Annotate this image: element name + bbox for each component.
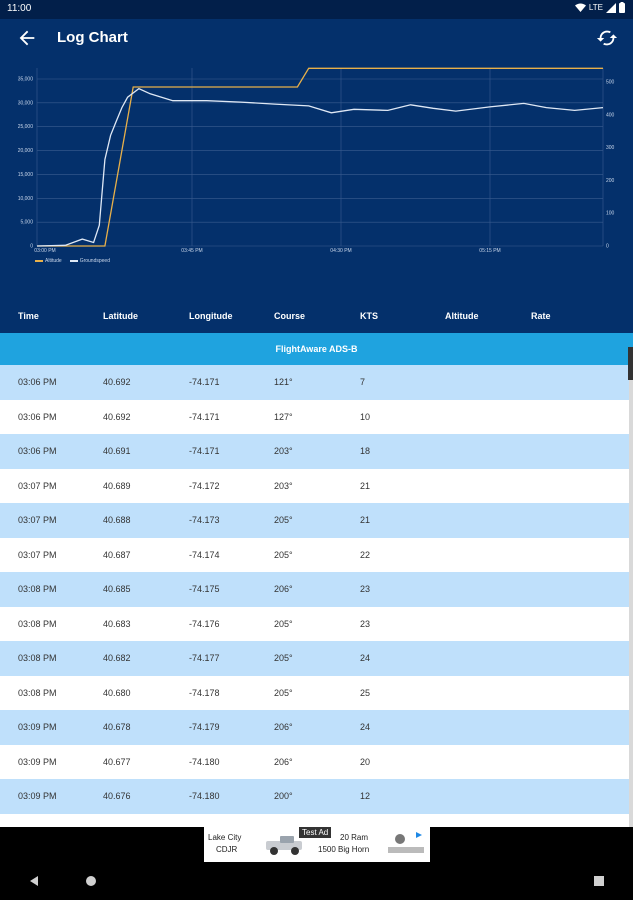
time-cell: 03:08 PM	[18, 687, 57, 698]
longitude-cell: -74.178	[189, 687, 220, 698]
ram-logo	[386, 831, 426, 857]
ad-dealer-line1: Lake City	[208, 833, 242, 842]
kts-cell: 21	[360, 480, 371, 491]
ad-offer-line1: 20 Ram	[340, 833, 369, 842]
kts-cell: 20	[360, 756, 371, 767]
table-row[interactable]	[0, 572, 633, 607]
y-right-tick-label: 0	[606, 243, 609, 250]
chart-legend	[35, 258, 110, 264]
table-row[interactable]	[0, 779, 633, 814]
latitude-cell: 40.692	[103, 411, 131, 422]
course-cell: 203°	[274, 480, 293, 491]
header-kts: KTS	[360, 311, 378, 321]
wifi-icon	[575, 3, 586, 13]
legend-swatch-altitude	[35, 260, 43, 262]
kts-cell: 24	[360, 653, 371, 663]
time-cell: 03:07 PM	[18, 515, 57, 525]
time-cell: 03:08 PM	[18, 653, 57, 663]
y-left-tick-label: 15,000	[17, 171, 33, 178]
header-rate: Rate	[531, 311, 551, 321]
y-left-tick-label: 10,000	[17, 195, 33, 202]
longitude-cell: -74.180	[189, 791, 220, 801]
table-row[interactable]	[0, 469, 633, 504]
time-cell: 03:07 PM	[18, 480, 57, 491]
scrollbar-thumb[interactable]	[628, 347, 633, 380]
status-icons	[575, 2, 625, 13]
course-cell: 206°	[274, 722, 293, 732]
header-course: Course	[274, 311, 306, 321]
longitude-cell: -74.180	[189, 756, 220, 767]
latitude-cell: 40.683	[103, 618, 131, 629]
longitude-cell: -74.175	[189, 584, 220, 594]
x-tick-label: 03:00 PM	[34, 248, 56, 254]
kts-cell: 22	[360, 549, 371, 560]
ad-offer-line2: 1500 Big Horn	[318, 845, 370, 854]
course-cell: 206°	[274, 756, 293, 767]
network-label: LTE	[588, 3, 603, 12]
y-left-tick-label: 20,000	[17, 148, 33, 155]
track-log-list[interactable]	[0, 365, 633, 827]
y-left-tick-label: 0	[30, 243, 33, 250]
nav-back-icon[interactable]	[28, 875, 40, 887]
system-nav-bar	[0, 863, 633, 900]
latitude-cell: 40.692	[103, 377, 131, 387]
table-row[interactable]	[0, 400, 633, 435]
longitude-cell: -74.176	[189, 618, 220, 629]
y-left-tick-label: 30,000	[17, 100, 33, 107]
y-right-tick-label: 100	[606, 210, 615, 217]
y-left-tick-label: 35,000	[17, 76, 33, 83]
time-cell: 03:08 PM	[18, 618, 57, 629]
y-right-tick-label: 200	[606, 177, 615, 184]
kts-cell: 25	[360, 687, 371, 698]
table-row[interactable]	[0, 676, 633, 711]
table-row[interactable]	[0, 607, 633, 642]
course-cell: 205°	[274, 653, 293, 663]
course-cell: 205°	[274, 618, 293, 629]
table-row[interactable]	[0, 434, 633, 469]
header-time: Time	[18, 311, 39, 321]
course-cell: 206°	[274, 584, 293, 594]
latitude-cell: 40.676	[103, 791, 131, 801]
status-time: 11:00	[7, 3, 32, 14]
table-row[interactable]	[0, 365, 633, 400]
time-cell: 03:06 PM	[18, 446, 57, 456]
longitude-cell: -74.172	[189, 480, 220, 491]
longitude-cell: -74.171	[189, 446, 220, 456]
table-row[interactable]	[0, 538, 633, 573]
y-right-tick-label: 400	[606, 112, 615, 119]
kts-cell: 23	[360, 584, 371, 594]
longitude-cell: -74.179	[189, 722, 220, 732]
kts-cell: 12	[360, 791, 371, 801]
course-cell: 205°	[274, 687, 293, 698]
course-cell: 127°	[274, 411, 293, 422]
time-cell: 03:07 PM	[18, 549, 57, 560]
app-bar	[0, 19, 633, 59]
time-cell: 03:06 PM	[18, 377, 57, 387]
y-right-tick-label: 300	[606, 145, 615, 152]
kts-cell: 23	[360, 618, 371, 629]
latitude-cell: 40.677	[103, 756, 131, 767]
x-tick-label: 03:45 PM	[181, 248, 203, 254]
time-cell: 03:09 PM	[18, 722, 57, 732]
x-tick-label: 04:30 PM	[330, 248, 352, 254]
ad-banner-area	[0, 827, 633, 863]
longitude-cell: -74.173	[189, 515, 220, 525]
latitude-cell: 40.689	[103, 480, 131, 491]
x-tick-label: 05:15 PM	[479, 248, 501, 254]
latitude-cell: 40.680	[103, 687, 131, 698]
table-row[interactable]	[0, 641, 633, 676]
longitude-cell: -74.174	[189, 549, 220, 560]
kts-cell: 7	[360, 377, 366, 387]
source-section-header: FlightAware ADS-B	[0, 333, 633, 365]
time-cell: 03:09 PM	[18, 791, 57, 801]
course-cell: 205°	[274, 515, 293, 525]
series-line-altitude	[37, 68, 603, 246]
legend-item-groundspeed	[70, 258, 110, 264]
latitude-cell: 40.691	[103, 446, 131, 456]
latitude-cell: 40.688	[103, 515, 131, 525]
time-cell: 03:08 PM	[18, 584, 57, 594]
table-row[interactable]	[0, 745, 633, 780]
battery-icon	[619, 2, 625, 13]
kts-cell: 21	[360, 515, 371, 525]
table-header	[0, 297, 633, 333]
course-cell: 200°	[274, 791, 293, 801]
latitude-cell: 40.678	[103, 722, 131, 732]
kts-cell: 10	[360, 411, 371, 422]
kts-cell: 18	[360, 446, 371, 456]
longitude-cell: -74.177	[189, 653, 220, 663]
legend-label-altitude: Altitude	[45, 258, 62, 264]
latitude-cell: 40.687	[103, 549, 131, 560]
ad-dealer-line2: CDJR	[216, 845, 238, 854]
latitude-cell: 40.682	[103, 653, 131, 663]
ad-test-tag: Test Ad	[299, 827, 331, 838]
nav-recents-icon[interactable]	[593, 875, 605, 887]
ad-banner[interactable]	[204, 827, 430, 862]
arrow-back-icon[interactable]	[16, 27, 38, 49]
latitude-cell: 40.685	[103, 584, 131, 594]
y-right-tick-label: 500	[606, 79, 615, 86]
course-cell: 205°	[274, 549, 293, 560]
signal-icon	[606, 3, 616, 13]
truck-image	[264, 833, 304, 857]
course-cell: 203°	[274, 446, 293, 456]
legend-item-altitude	[35, 258, 62, 264]
time-cell: 03:09 PM	[18, 756, 57, 767]
status-bar	[0, 0, 633, 19]
table-row[interactable]	[0, 503, 633, 538]
table-row[interactable]	[0, 710, 633, 745]
y-left-tick-label: 5,000	[20, 219, 33, 226]
longitude-cell: -74.171	[189, 411, 220, 422]
page-title: Log Chart	[57, 29, 128, 46]
kts-cell: 24	[360, 722, 371, 732]
y-left-tick-label: 25,000	[17, 124, 33, 131]
legend-swatch-groundspeed	[70, 260, 78, 262]
nav-home-icon[interactable]	[85, 875, 97, 887]
legend-label-groundspeed: Groundspeed	[79, 258, 110, 264]
header-altitude: Altitude	[445, 311, 479, 321]
refresh-icon[interactable]	[596, 27, 618, 49]
time-cell: 03:06 PM	[18, 411, 57, 422]
course-cell: 121°	[274, 377, 293, 387]
header-longitude: Longitude	[189, 311, 233, 321]
longitude-cell: -74.171	[189, 377, 220, 387]
log-chart	[0, 59, 633, 297]
scroll-track	[629, 365, 633, 827]
header-latitude: Latitude	[103, 311, 138, 321]
